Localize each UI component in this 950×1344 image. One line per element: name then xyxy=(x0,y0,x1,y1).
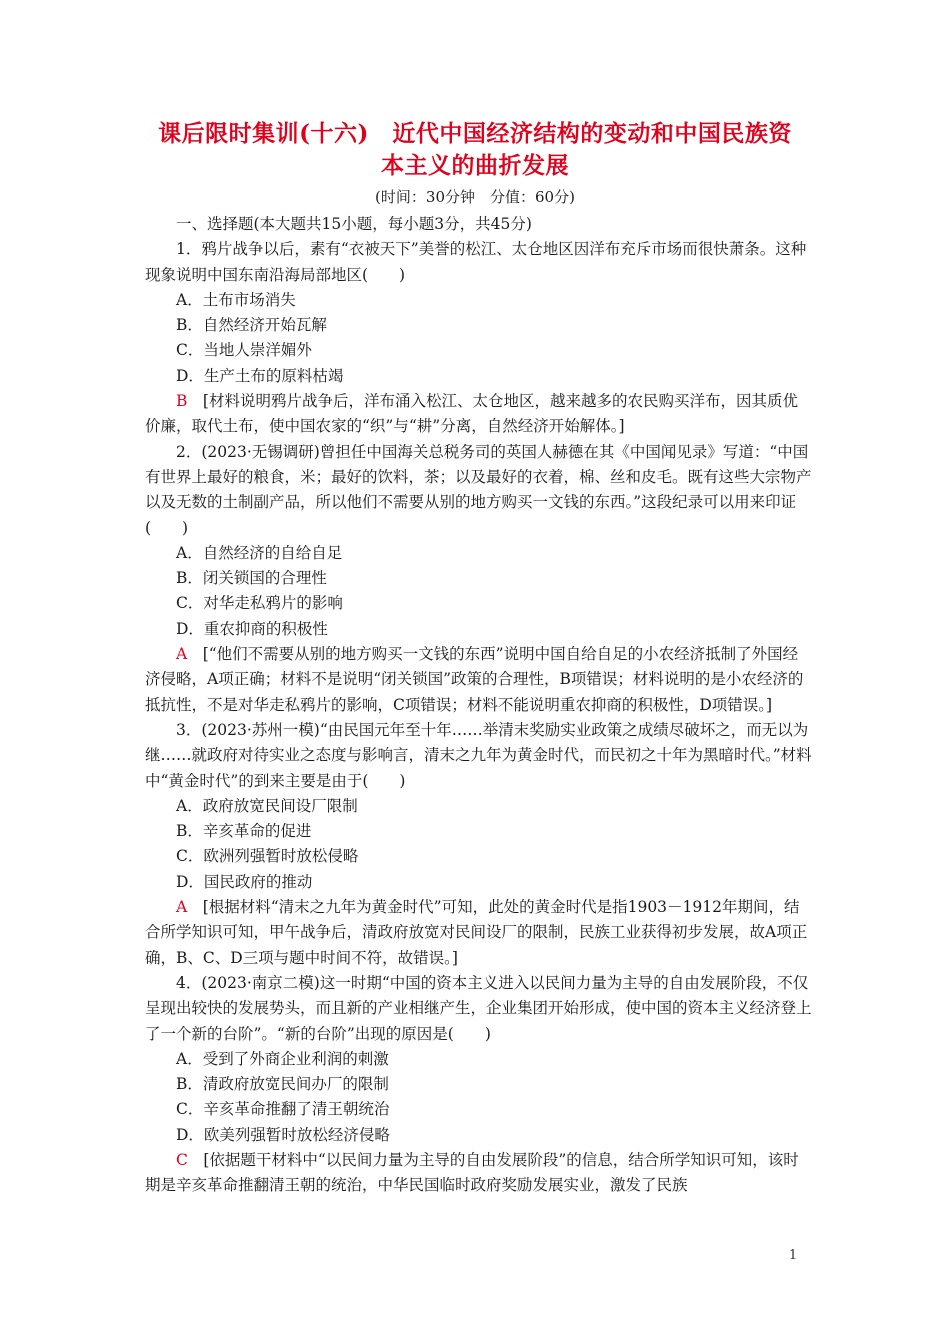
question-3-stem: 3．(2023·苏州一模)“由民国元年至十年……举清末奖励实业政策之成绩尽破坏之，而无以为继……就政府对待实业之态度与影响言，清末之九年为黄金时代，而民初之十年为黑暗时代。”材料中“黄金时代”的到来主要是由于( ) xyxy=(145,720,812,790)
question-4-option-a: A．受到了外商企业利润的刺激 xyxy=(176,1049,389,1068)
question-1-option-b: B．自然经济开始瓦解 xyxy=(176,316,327,335)
question-1-option-c: C．当地人崇洋媚外 xyxy=(176,341,312,360)
question-3-option-b: B．辛亥革命的促进 xyxy=(176,822,312,841)
question-4-option-b: B．清政府放宽民间办厂的限制 xyxy=(176,1075,389,1094)
page-number xyxy=(0,1248,950,1263)
answer-letter: A xyxy=(176,898,188,917)
question-3-answer xyxy=(145,895,812,971)
question-2-answer xyxy=(145,642,812,718)
question-4-answer xyxy=(145,1148,812,1199)
time-score-info: (时间：30分钟 分值：60分) xyxy=(375,188,575,206)
question-2-option-c: C．对华走私鸦片的影响 xyxy=(176,594,343,613)
answer-letter: C xyxy=(176,1150,188,1169)
question-4-option-c: C．辛亥革命推翻了清王朝统治 xyxy=(176,1100,390,1119)
question-3-option-d: D．国民政府的推动 xyxy=(176,872,313,891)
question-1-option-d: D．生产土布的原料枯竭 xyxy=(176,366,344,385)
question-1-stem: 1．鸦片战争以后，素有“衣被天下”美誉的松江、太仓地区因洋布充斥市场而很快萧条。这种现象说明中国东南沿海局部地区( ) xyxy=(145,240,807,284)
answer-explanation: [根据材料“清末之九年为黄金时代”可知，此处的黄金时代是指1903－1912年期间，结合所学知识可知，甲午战争后，清政府放宽对民间设厂的限制，民族工业获得初步发展，故A项正确，B、C、D三项与题中时间不符，故错误。] xyxy=(145,898,808,967)
page-number-text: 1 xyxy=(788,1248,798,1263)
document-body xyxy=(145,212,812,1199)
question-1-option-a: A．土布市场消失 xyxy=(176,290,296,309)
question-2-stem: 2．(2023·无锡调研)曾担任中国海关总税务司的英国人赫德在其《中国闻见录》写道：“中国有世界上最好的粮食，米；最好的饮料，茶；以及最好的衣着，棉、丝和皮毛。既有这些大宗物产以及无数的土制副产品，所以他们不需要从别的地方购买一文钱的东西。”这段纪录可以用来印证( ) xyxy=(145,442,812,537)
question-2-option-b: B．闭关锁国的合理性 xyxy=(176,569,327,588)
section-heading: 一、选择题(本大题共15小题，每小题3分，共45分) xyxy=(176,215,532,233)
title-line-1: 课后限时集训(十六) 近代中国经济结构的变动和中国民族资 xyxy=(158,120,792,147)
question-3-option-c: C．欧洲列强暂时放松侵略 xyxy=(176,847,359,866)
question-1-answer xyxy=(145,389,812,440)
question-3-option-a: A．政府放宽民间设厂限制 xyxy=(176,796,358,815)
question-4-option-d: D．欧美列强暂时放松经济侵略 xyxy=(176,1125,390,1144)
answer-letter: A xyxy=(176,645,188,664)
page-title xyxy=(120,118,830,182)
question-4-stem: 4．(2023·南京二模)这一时期“中国的资本主义进入以民间力量为主导的自由发展阶段，不仅呈现出较快的发展势头，而且新的产业相继产生，企业集团开始形成，使中国的资本主义经济登上了一个新的台阶”。“新的台阶”出现的原因是( ) xyxy=(145,973,812,1043)
answer-explanation: [“他们不需要从别的地方购买一文钱的东西”说明中国自给自足的小农经济抵制了外国经济侵略，A项正确；材料不是说明“闭关锁国”政策的合理性，B项错误；材料说明的是小农经济的抵抗性，不是对华走私鸦片的影响，C项错误；材料不能说明重农抑商的积极性，D项错误。] xyxy=(145,645,804,714)
answer-explanation: [依据题干材料中“以民间力量为主导的自由发展阶段”的信息，结合所学知识可知，该时期是辛亥革命推翻清王朝的统治，中华民国临时政府奖励发展实业，激发了民族 xyxy=(145,1150,799,1195)
title-line-2: 本主义的曲折发展 xyxy=(381,152,569,179)
answer-explanation: [材料说明鸦片战争后，洋布涌入松江、太仓地区，越来越多的农民购买洋布，因其质优价廉，取代土布，使中国农家的“织”与“耕”分离，自然经济开始解体。] xyxy=(145,392,798,436)
question-2-option-d: D．重农抑商的积极性 xyxy=(176,619,328,638)
question-2-option-a: A．自然经济的自给自足 xyxy=(176,543,343,562)
answer-letter: B xyxy=(176,392,188,411)
